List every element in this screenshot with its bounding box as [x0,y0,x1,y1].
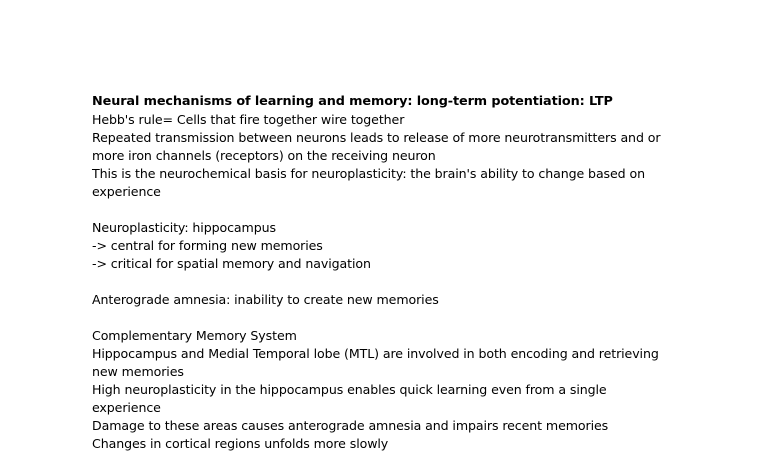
document-title: Neural mechanisms of learning and memory: long-term potentiation: LTP [92,94,613,109]
text-line: Changes in cortical regions unfolds more slowly [92,436,389,451]
blank-line [92,201,702,219]
text-line: experience [92,184,161,199]
text-line: Repeated transmission between neurons leads to release of more neurotransmitters and or [92,130,661,145]
blank-line [92,273,702,291]
text-line: Damage to these areas causes anterograde amnesia and impairs recent memories [92,418,609,433]
text-line: Hebb's rule= Cells that fire together wire together [92,112,405,127]
text-line: Neuroplasticity: hippocampus [92,220,276,235]
text-line: experience [92,400,161,415]
text-line: Hippocampus and Medial Temporal lobe (MTL) are involved in both encoding and retrieving [92,346,659,361]
text-line: Anterograde amnesia: inability to create new memories [92,292,439,307]
text-line: This is the neurochemical basis for neuroplasticity: the brain's ability to change based on [92,166,645,181]
text-line: -> critical for spatial memory and navigation [92,256,371,271]
text-line: Complementary Memory System [92,328,297,343]
text-line: more iron channels (receptors) on the receiving neuron [92,148,436,163]
text-line: -> central for forming new memories [92,238,323,253]
text-line: High neuroplasticity in the hippocampus enables quick learning even from a single [92,382,607,397]
document-page [92,93,702,453]
blank-line [92,309,702,327]
text-line: new memories [92,364,184,379]
